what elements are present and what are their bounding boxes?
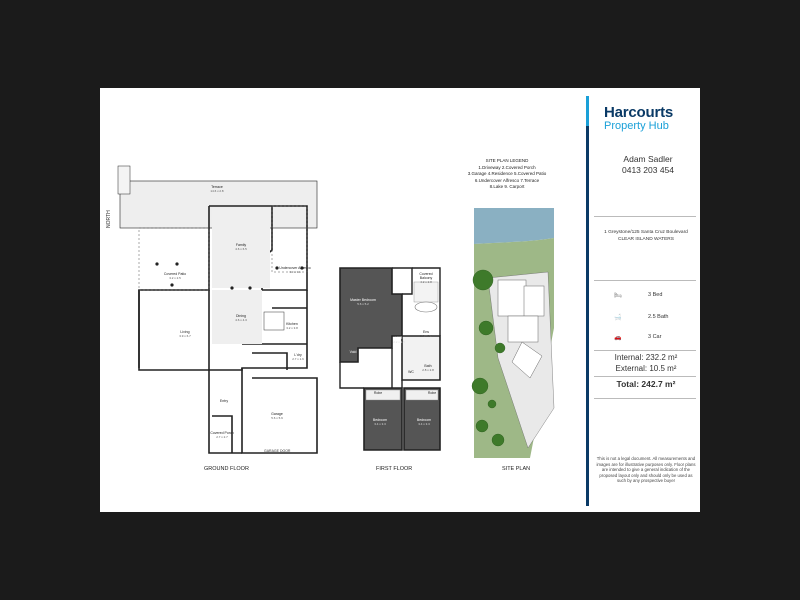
room-bedroom-2: Bedroom 3.4 x 3.3 — [416, 418, 432, 426]
total-area: Total: 242.7 m² — [616, 379, 676, 389]
room-terrace: Terrace 14.6 x 2.8 — [210, 185, 224, 193]
car-icon: 🚗 — [614, 335, 622, 341]
property-address — [594, 230, 698, 243]
room-covered-porch: Covered Porch 2.7 x 2.7 — [210, 431, 234, 439]
bath-icon: 🛁 — [614, 315, 622, 321]
internal-area: Internal: 232.2 m² — [614, 353, 678, 362]
divider — [594, 216, 696, 217]
site-plan-caption: SITE PLAN — [502, 466, 531, 472]
divider — [594, 350, 696, 351]
garage-door-label: GARAGE DOOR — [264, 449, 291, 453]
legend-line: 6.Undercover Alfresco 7.Terrace — [474, 177, 540, 183]
info-panel — [586, 88, 700, 512]
legend-line: 1.Driveway 2.Covered Porch — [478, 164, 536, 170]
bed-icon: 🛏 — [614, 293, 622, 299]
divider — [594, 280, 696, 281]
legend-title: SITE PLAN LEGEND — [485, 158, 529, 163]
room-bath: Bath 2.8 x 2.8 — [422, 364, 434, 372]
room-dining: Dining 4.6 x 4.3 — [235, 314, 247, 322]
room-void: Void — [349, 350, 357, 354]
north-label: NORTH — [106, 210, 112, 228]
room-ensuite: Ens 2.9 x 3.4 — [420, 330, 432, 338]
room-kitchen: Kitchen 3.2 x 3.8 — [286, 322, 298, 330]
room-covered-patio: Covered Patio 3.2 x 2.5 — [163, 272, 187, 280]
room-garage: Garage 5.6 x 5.9 — [271, 412, 283, 420]
room-laundry: L'dry 2.7 x 1.6 — [292, 353, 304, 361]
first-floor-caption: FIRST FLOOR — [376, 466, 413, 472]
room-bedroom-1: Bedroom 3.4 x 3.3 — [372, 418, 388, 426]
feature-beds: 🛏 3 Bed — [614, 292, 663, 299]
site-plan — [468, 208, 560, 460]
disclaimer: This is not a legal document. All measurements and images are for illustrative purposes only. Floor plans are intended to give a general indication of the proposed layout only and should only be used as such by any prospective buyer — [596, 456, 696, 484]
divider — [594, 376, 696, 377]
address-line-1: 1 Greystone/125 Santa Cruz Boulevard — [604, 230, 688, 235]
room-wir: WIR 2.2 x 1.5 — [393, 336, 405, 344]
room-covered-balcony: Covered Balcony 4.2 x 2.8 — [419, 272, 433, 284]
divider — [594, 398, 696, 399]
feature-cars: 🚗 3 Car — [614, 334, 662, 341]
panel-accent-bar — [586, 96, 589, 126]
room-master-bedroom: Master Bedroom 5.6 x 5.2 — [350, 298, 376, 306]
area-summary — [594, 352, 698, 390]
agent-name: Adam Sadler — [623, 154, 673, 164]
legend-line: 3.Garage 4.Residence 5.Covered Patio — [467, 171, 547, 176]
room-family: Family 4.6 x 6.5 — [235, 243, 247, 251]
agent-block — [598, 154, 698, 176]
brochure-sheet — [100, 88, 700, 512]
ground-floor-caption: GROUND FLOOR — [204, 466, 249, 472]
site-plan-legend — [462, 158, 552, 191]
room-wc: WC — [408, 370, 414, 374]
agent-phone: 0413 203 454 — [622, 165, 674, 175]
address-line-2: CLEAR ISLAND WATERS — [618, 236, 674, 242]
room-robe-1: Robe — [373, 391, 383, 395]
room-living: Living 3.9 x 6.7 — [179, 330, 191, 338]
room-robe-2: Robe — [427, 391, 437, 395]
brand-name: Harcourts — [604, 104, 674, 121]
external-area: External: 10.5 m² — [615, 364, 677, 373]
legend-line: 8.Lake 9. Carport — [489, 184, 525, 189]
feature-baths: 🛁 2.5 Bath — [614, 314, 669, 321]
panel-divider-bar — [586, 96, 589, 506]
brand-sub: Property Hub — [604, 120, 669, 132]
brand-logo — [604, 104, 700, 132]
room-undercover-alfresco: Undercover Alfresco 3.3 x 3.1 — [279, 266, 311, 274]
room-entry: Entry — [219, 399, 229, 403]
